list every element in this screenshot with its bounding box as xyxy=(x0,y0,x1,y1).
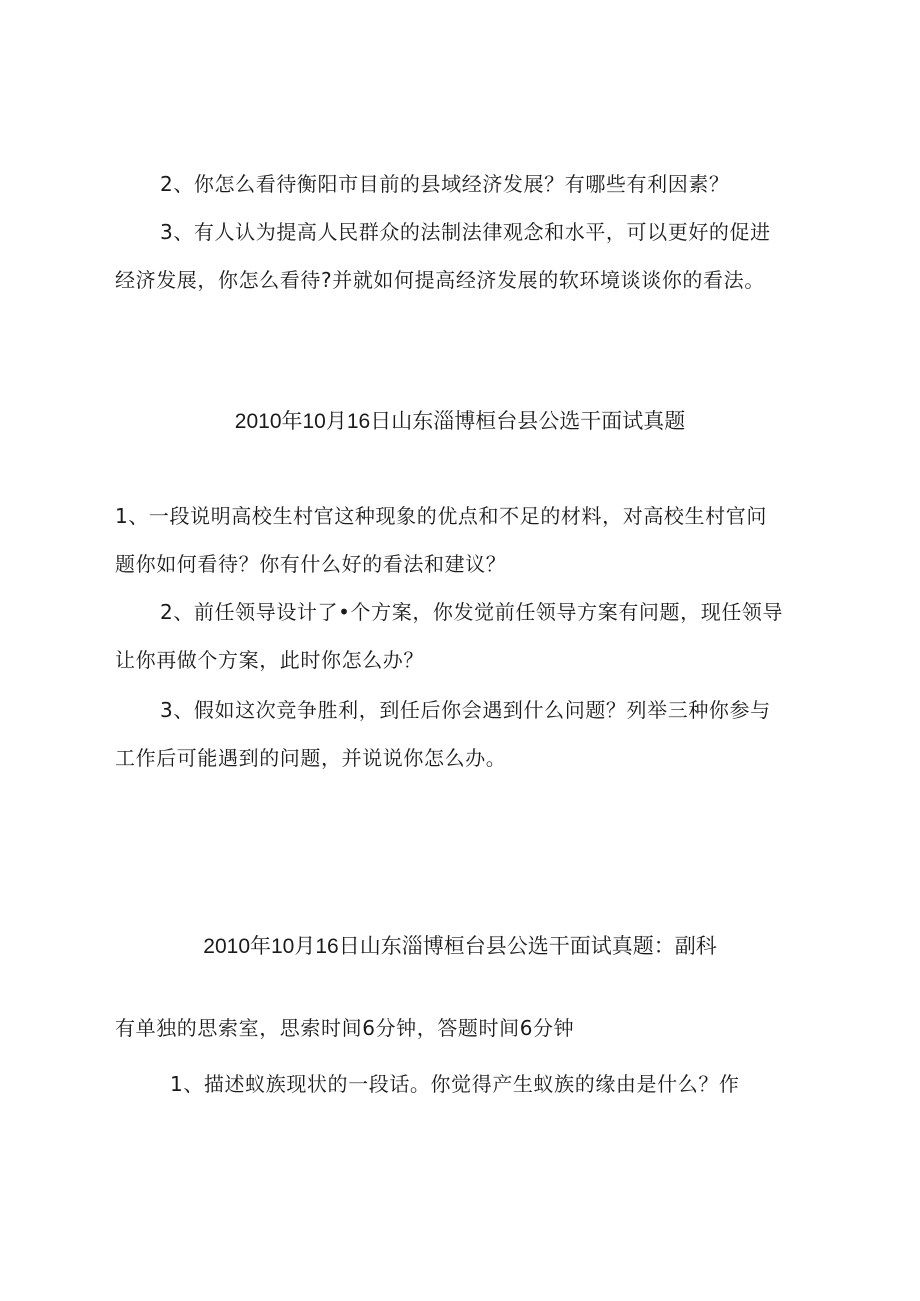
question-1-text-line-1: 1、一段说明高校生村官这种现象的优点和不足的材料，对高校生村官问 xyxy=(115,504,767,528)
question-1-text-line-2: 题你如何看待？你有什么好的看法和建议？ xyxy=(115,552,507,576)
question-3-text-line-2: 工作后可能遇到的问题，并说说你怎么办。 xyxy=(115,746,507,770)
exam-intro-text: 有单独的思索室，思索时间6分钟，答题时间6分钟 xyxy=(115,1016,575,1040)
question-1-text-line-1: 1、描述蚁族现状的一段话。你觉得产生蚁族的缘由是什么？作 xyxy=(170,1072,740,1096)
question-2-text-line-2: 让你再做个方案，此时你怎么办？ xyxy=(115,648,424,672)
question-3-text-line-1: 3、假如这次竞争胜利，到任后你会遇到什么问题？列举三种你参与 xyxy=(160,698,771,722)
question-3-text-line-1: 3、有人认为提高人民群众的法制法律观念和水平，可以更好的促进 xyxy=(160,220,771,244)
question-2-text-line-1: 2、前任领导设计了•个方案，你发觉前任领导方案有问题，现任领导 xyxy=(160,600,784,624)
question-2-text: 2、你怎么看待衡阳市目前的县域经济发展？有哪些有利因素？ xyxy=(160,172,730,196)
section-title: 2010年10月16日山东淄博桓台县公选干面试真题 xyxy=(234,410,686,433)
section-title-deputy: 2010年10月16日山东淄博桓台县公选干面试真题：副科 xyxy=(203,935,717,958)
question-3-text-line-2: 经济发展，你怎么看待?并就如何提高经济发展的软环境谈谈你的看法。 xyxy=(115,268,765,292)
